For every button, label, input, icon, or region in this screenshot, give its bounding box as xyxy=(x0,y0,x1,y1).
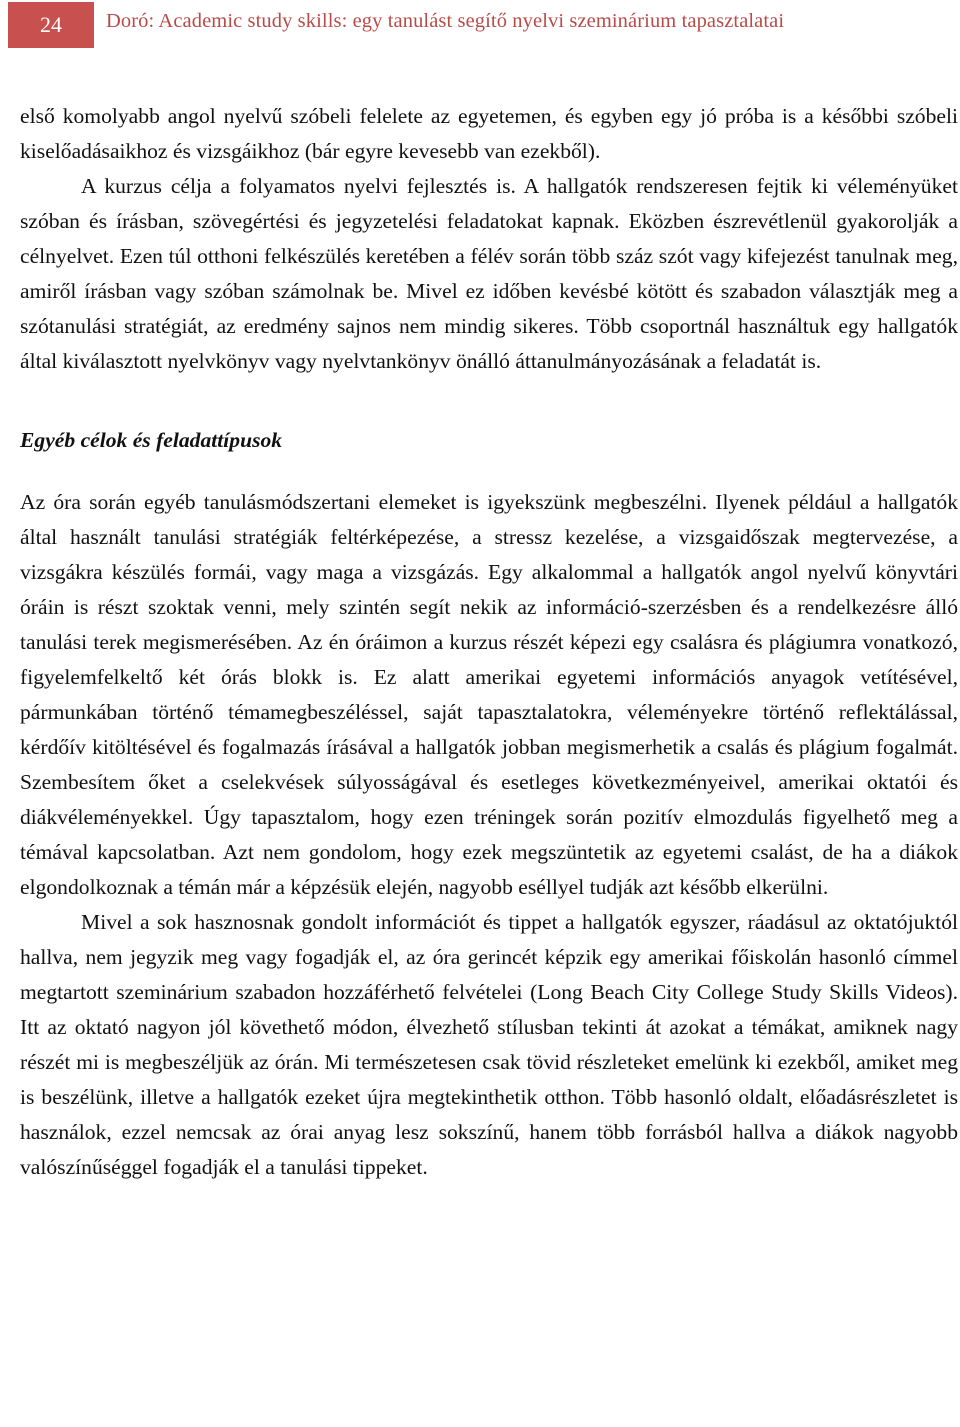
page-number: 24 xyxy=(40,12,62,37)
page-number-badge xyxy=(8,2,94,48)
section-heading: Egyéb célok és feladattípusok xyxy=(20,428,283,452)
paragraph-continuation: első komolyabb angol nyelvű szóbeli felelete az egyetemen, és egyben egy jó próba is a későbbi szóbeli kiselőadásaikhoz és vizsgáikhoz (bár egyre kevesebb van ezekből). xyxy=(20,104,958,163)
paragraph-course-goals: A kurzus célja a folyamatos nyelvi fejlesztés is. A hallgatók rendszeresen fejtik ki véleményüket szóban és írásban, szövegértési és jegyzetelési feladatokat kapnak. Eközben észrevétlenül gyakorolják a célnyelvet. Ezen túl otthoni felkészülés keretében a félév során több száz szót vagy kifejezést tanulnak meg, amiről írásban vagy szóban számolnak be. Mivel ez időben kevésbé kötött és szabadon választják meg a szótanulási stratégiát, az eredmény sajnos nem mindig sikeres. Több csoportnál használtuk egy hallgatók által kiválasztott nyelvkönyv vagy nyelvtankönyv önálló áttanulmányozásának a feladatát is. xyxy=(20,174,958,373)
paragraph-other-goals: Az óra során egyéb tanulásmódszertani elemeket is igyekszünk megbeszélni. Ilyenek például a hallgatók által használt tanulási stratégiák feltérképezése, a stressz kezelése, a vizsgaidőszak megtervezése, a vizsgákra készülés formái, vagy maga a vizsgázás. Egy alkalommal a hallgatók angol nyelvű könyvtári óráin is részt szoktak venni, mely szintén segít nekik az információ-szerzésben és a rendelkezésre álló tanulási terek megismerésében. Az én óráimon a kurzus részét képezi egy csalásra és plágiumra vonatkozó, figyelemfelkeltő két órás blokk is. Ez alatt amerikai egyetemi információs anyagok vetítésével, pármunkában történő témamegbeszéléssel, saját tapasztalatokra, véleményekre történő reflektálással, kérdőív kitöltésével és fogalmazás írásával a hallgatók jobban megismerhetik a csalás és plágium fogalmát. Szembesítem őket a cselekvések súlyosságával és esetleges következményeivel, amerikai oktatói és diákvéleményekkel. Úgy tapasztalom, hogy ezen tréningek során pozitív elmozdulás figyelhető meg a témával kapcsolatban. Azt nem gondolom, hogy ezek megszüntetik az egyetemi csalást, de ha a diákok elgondolkoznak a témán már a képzésük elején, nagyobb eséllyel tudják azt később elkerülni. xyxy=(20,490,958,899)
running-header: Doró: Academic study skills: egy tanulást segítő nyelvi szeminárium tapasztalatai xyxy=(106,10,785,32)
paragraph-videos: Mivel a sok hasznosnak gondolt információt és tippet a hallgatók egyszer, ráadásul az oktatójuktól hallva, nem jegyzik meg vagy fogadják el, az óra gerincét képzik egy amerikai főiskolán hasonló címmel megtartott szeminárium szabadon hozzáférhető felvételei (Long Beach City College Study Skills Videos). Itt az oktató nagyon jól követhető módon, élvezhető stílusban tekinti át azokat a témákat, amiknek nagy részét mi is megbeszéljük az órán. Mi természetesen csak tövid részleteket emelünk ki ezekből, amiket meg is beszélünk, illetve a hallgatók ezeket újra megtekinthetik otthon. Több hasonló oldalt, előadásrészletet is használok, ezzel nemcsak az órai anyag lesz sokszínű, hanem több forrásból hallva a diákok nagyobb valószínűséggel fogadják el a tanulási tippeket. xyxy=(20,910,958,1179)
article-body xyxy=(20,99,958,1185)
